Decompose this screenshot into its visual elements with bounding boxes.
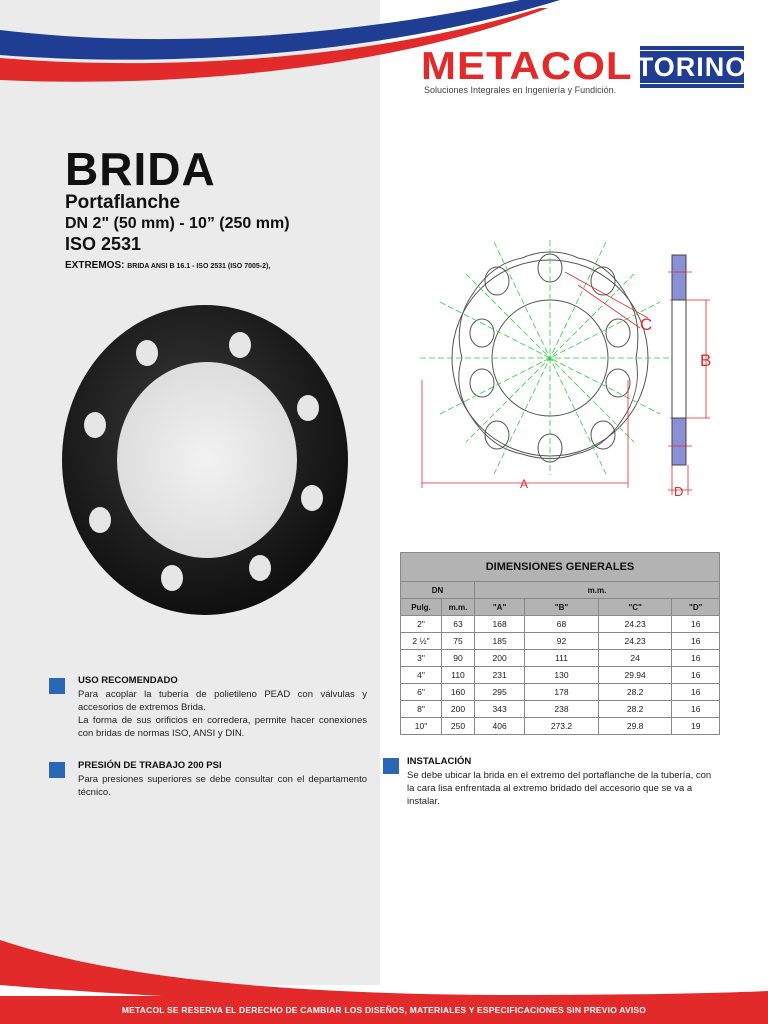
cell: 63 [442, 616, 475, 633]
cell: 200 [442, 701, 475, 718]
cell: 185 [475, 633, 525, 650]
group-dn-header: DN [401, 582, 475, 599]
dimensions-table [400, 552, 720, 735]
table-row [401, 684, 720, 701]
uso-title: USO RECOMENDADO [78, 675, 178, 686]
cell: 19 [672, 718, 720, 735]
footer-bar [0, 996, 768, 1024]
extremos-value: BRIDA ANSI B 16.1 - ISO 2531 (ISO 7005-2), [127, 263, 271, 270]
cell: 2" [401, 616, 442, 633]
section-bullet-square [383, 758, 399, 774]
label-b: B [700, 351, 712, 370]
instalacion-text: Se debe ubicar la brida en el extremo del portaflanche de la tubería, con la cara lisa enfrentada al extremo bridado del accesorio que se va a instalar. [407, 770, 712, 807]
torino-logo: TORINO [640, 46, 744, 88]
cell: 16 [672, 650, 720, 667]
cell: 168 [475, 616, 525, 633]
label-c: C [640, 315, 653, 334]
extremos-label: EXTREMOS: [65, 260, 125, 271]
cell: 250 [442, 718, 475, 735]
flange-photo [55, 290, 360, 630]
cell: 130 [525, 667, 599, 684]
presion-text: Para presiones superiores se debe consultar con el departamento técnico. [78, 774, 367, 798]
cell: 16 [672, 616, 720, 633]
cell: 343 [475, 701, 525, 718]
section-bullet-square [49, 762, 65, 778]
cell: 28.2 [598, 701, 672, 718]
cell: 6" [401, 684, 442, 701]
instalacion-title: INSTALACIÓN [407, 756, 472, 767]
cell: 110 [442, 667, 475, 684]
col-header: "B" [525, 599, 599, 616]
presion-section [78, 760, 367, 799]
cell: 16 [672, 701, 720, 718]
col-header: m.m. [442, 599, 475, 616]
product-subtitle: Portaflanche [65, 192, 181, 213]
group-mm-header: m.m. [475, 582, 720, 599]
cell: 75 [442, 633, 475, 650]
cell: 90 [442, 650, 475, 667]
cell: 8" [401, 701, 442, 718]
footer-disclaimer: METACOL SE RESERVA EL DERECHO DE CAMBIAR LOS DISEÑOS, MATERIALES Y ESPECIFICACIONES SIN PREVIO AVISO [121, 1005, 647, 1015]
table-row [401, 633, 720, 650]
table-row [401, 650, 720, 667]
instalacion-section [407, 756, 720, 808]
table-row [401, 718, 720, 735]
cell: 16 [672, 684, 720, 701]
label-a: A [520, 477, 529, 491]
uso-recomendado-section [78, 675, 367, 740]
dn-range: DN 2" (50 mm) - 10” (250 mm) [65, 215, 290, 232]
flange-technical-drawing [400, 240, 720, 505]
cell: 92 [525, 633, 599, 650]
cell: 231 [475, 667, 525, 684]
cell: 178 [525, 684, 599, 701]
cell: 29.94 [598, 667, 672, 684]
col-header: "C" [598, 599, 672, 616]
cell: 273.2 [525, 718, 599, 735]
cell: 68 [525, 616, 599, 633]
col-header: "A" [475, 599, 525, 616]
presion-title: PRESIÓN DE TRABAJO 200 PSI [78, 760, 222, 771]
extremos-line [65, 260, 270, 271]
cell: 2 ½" [401, 633, 442, 650]
cell: 200 [475, 650, 525, 667]
brand-tagline: Soluciones Integrales en Ingeniería y Fundición. [424, 85, 617, 95]
col-header: Pulg. [401, 599, 442, 616]
uso-text-2: La forma de sus orificios en corredera, permite hacer conexiones con bridas de normas ISO, ANSI y DIN. [78, 715, 367, 739]
table-row [401, 667, 720, 684]
cell: 10" [401, 718, 442, 735]
cell: 3" [401, 650, 442, 667]
cell: 238 [525, 701, 599, 718]
table-row [401, 616, 720, 633]
iso-standard: ISO 2531 [65, 234, 142, 254]
label-d: D [674, 484, 684, 499]
cell: 111 [525, 650, 599, 667]
cell: 24.23 [598, 616, 672, 633]
cell: 16 [672, 633, 720, 650]
cell: 24.23 [598, 633, 672, 650]
cell: 160 [442, 684, 475, 701]
cell: 29.8 [598, 718, 672, 735]
cell: 16 [672, 667, 720, 684]
metacol-logo: METACOL [421, 43, 633, 88]
cell: 28.2 [598, 684, 672, 701]
cell: 295 [475, 684, 525, 701]
cell: 406 [475, 718, 525, 735]
table-row [401, 701, 720, 718]
col-header: "D" [672, 599, 720, 616]
product-title: BRIDA [65, 143, 216, 195]
table-title: DIMENSIONES GENERALES [401, 553, 720, 582]
uso-text-1: Para acoplar la tubería de polietileno PEAD con válvulas y accesorios de extremos Brida. [78, 689, 367, 713]
section-bullet-square [49, 678, 65, 694]
cell: 4" [401, 667, 442, 684]
cell: 24 [598, 650, 672, 667]
